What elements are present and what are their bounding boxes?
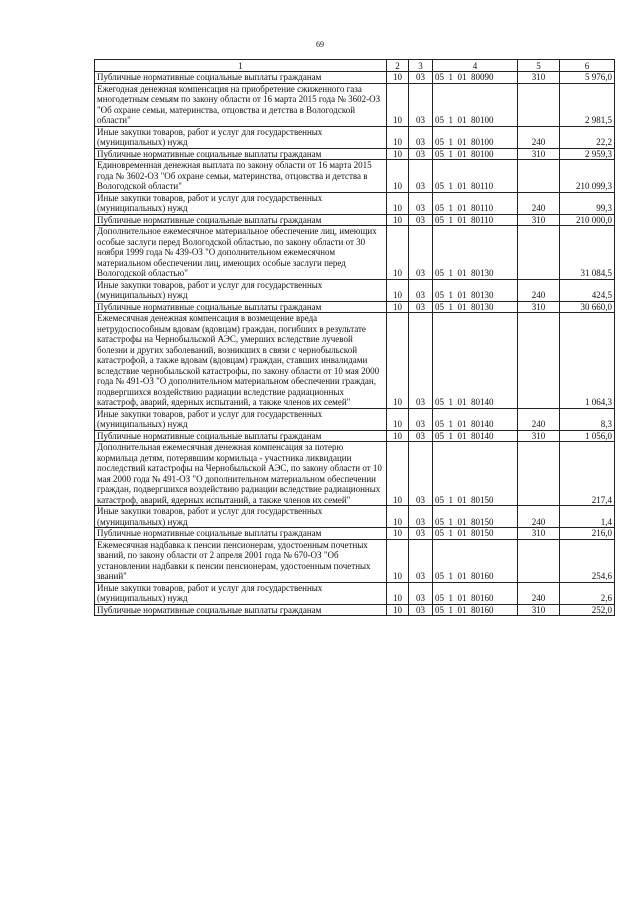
table-header-row [95, 60, 615, 72]
table-row [95, 604, 615, 616]
subsection-cell: 03 [409, 72, 433, 84]
table-body [95, 72, 615, 616]
section-cell: 10 [387, 506, 409, 528]
amount-cell: 2,6 [560, 582, 615, 604]
amount-cell: 2 959,3 [560, 148, 615, 160]
expense-type-cell: 310 [518, 148, 560, 160]
expense-type-cell: 240 [518, 506, 560, 528]
item-name-cell: Иные закупки товаров, работ и услуг для государственных (муниципальных) нужд [95, 506, 387, 528]
target-article-cell: 05 1 01 80160 [433, 582, 518, 604]
target-article-cell: 05 1 01 80150 [433, 528, 518, 540]
amount-cell: 1,4 [560, 506, 615, 528]
item-name-cell: Единовременная денежная выплата по закону области от 16 марта 2015 года № 3602-ОЗ "Об охране семьи, материнства, отцовства и детства в Вологодской области" [95, 160, 387, 193]
table-row [95, 126, 615, 148]
item-name-cell: Ежемесячная денежная компенсация в возмещение вреда нетрудоспособным вдовам (вдовцам) граждан, погибших в результате катастрофы на Чернобыльской АЭС, умерших вследствие лучевой болезни и других заболеваний, возникших в связи с чернобыльской катастрофой, а также вдовам (вдовцам) граждан, ставших инвалидами вследствие чернобыльской катастрофы, по закону области от 10 мая 2000 года № 491-ОЗ "О дополнительном материальном обеспечении граждан, подвергшихся воздействию радиации вследствие радиационных катастроф, аварий, ядерных испытаний, а также членов их семей" [95, 313, 387, 409]
target-article-cell: 05 1 01 80130 [433, 226, 518, 280]
table-row [95, 301, 615, 313]
table-row [95, 148, 615, 160]
amount-cell: 1 064,3 [560, 313, 615, 409]
target-article-cell: 05 1 01 80110 [433, 214, 518, 226]
amount-cell: 8,3 [560, 408, 615, 430]
target-article-cell: 05 1 01 80160 [433, 539, 518, 582]
item-name-cell: Иные закупки товаров, работ и услуг для государственных (муниципальных) нужд [95, 408, 387, 430]
section-cell: 10 [387, 604, 409, 616]
item-name-cell: Иные закупки товаров, работ и услуг для государственных (муниципальных) нужд [95, 279, 387, 301]
target-article-cell: 05 1 01 80150 [433, 442, 518, 506]
section-cell: 10 [387, 539, 409, 582]
target-article-cell: 05 1 01 80090 [433, 72, 518, 84]
subsection-cell: 03 [409, 192, 433, 214]
target-article-cell: 05 1 01 80130 [433, 279, 518, 301]
item-name-cell: Публичные нормативные социальные выплаты гражданам [95, 301, 387, 313]
subsection-cell: 03 [409, 442, 433, 506]
expense-type-cell [518, 539, 560, 582]
section-cell: 10 [387, 148, 409, 160]
expense-type-cell: 240 [518, 408, 560, 430]
section-cell: 10 [387, 313, 409, 409]
subsection-cell: 03 [409, 160, 433, 193]
section-cell: 10 [387, 126, 409, 148]
expense-type-cell: 240 [518, 126, 560, 148]
expense-type-cell [518, 160, 560, 193]
expense-type-cell: 240 [518, 582, 560, 604]
expense-type-cell: 310 [518, 528, 560, 540]
section-cell: 10 [387, 408, 409, 430]
amount-cell: 30 660,0 [560, 301, 615, 313]
target-article-cell: 05 1 01 80150 [433, 506, 518, 528]
subsection-cell: 03 [409, 83, 433, 126]
item-name-cell: Публичные нормативные социальные выплаты гражданам [95, 430, 387, 442]
expense-type-cell: 310 [518, 604, 560, 616]
item-name-cell: Иные закупки товаров, работ и услуг для государственных (муниципальных) нужд [95, 192, 387, 214]
expense-type-cell [518, 226, 560, 280]
table-row [95, 539, 615, 582]
item-name-cell: Ежегодная денежная компенсация на приобретение сжиженного газа многодетным семьям по закону области от 16 марта 2015 года № 3602-ОЗ "Об охране семьи, материнства, отцовства и детства в Вологодской области" [95, 83, 387, 126]
amount-cell: 210 000,0 [560, 214, 615, 226]
amount-cell: 217,4 [560, 442, 615, 506]
section-cell: 10 [387, 160, 409, 193]
table-row [95, 160, 615, 193]
expense-type-cell: 310 [518, 301, 560, 313]
table-row [95, 192, 615, 214]
subsection-cell: 03 [409, 539, 433, 582]
item-name-cell: Публичные нормативные социальные выплаты гражданам [95, 604, 387, 616]
item-name-cell: Публичные нормативные социальные выплаты гражданам [95, 214, 387, 226]
target-article-cell: 05 1 01 80160 [433, 604, 518, 616]
expense-type-cell [518, 313, 560, 409]
expense-type-cell: 310 [518, 214, 560, 226]
header-cell-expense-type: 5 [518, 60, 560, 72]
section-cell: 10 [387, 72, 409, 84]
item-name-cell: Иные закупки товаров, работ и услуг для государственных (муниципальных) нужд [95, 126, 387, 148]
table-row [95, 408, 615, 430]
amount-cell: 210 099,3 [560, 160, 615, 193]
section-cell: 10 [387, 279, 409, 301]
header-cell-amount: 6 [560, 60, 615, 72]
item-name-cell: Публичные нормативные социальные выплаты гражданам [95, 148, 387, 160]
subsection-cell: 03 [409, 430, 433, 442]
target-article-cell: 05 1 01 80130 [433, 301, 518, 313]
subsection-cell: 03 [409, 506, 433, 528]
expense-type-cell [518, 83, 560, 126]
page-number: 69 [316, 40, 324, 49]
target-article-cell: 05 1 01 80140 [433, 430, 518, 442]
table-row [95, 72, 615, 84]
expense-type-cell: 240 [518, 279, 560, 301]
item-name-cell: Публичные нормативные социальные выплаты гражданам [95, 528, 387, 540]
amount-cell: 254,6 [560, 539, 615, 582]
section-cell: 10 [387, 83, 409, 126]
target-article-cell: 05 1 01 80140 [433, 313, 518, 409]
subsection-cell: 03 [409, 301, 433, 313]
expense-type-cell: 240 [518, 192, 560, 214]
table-row [95, 442, 615, 506]
table-row [95, 528, 615, 540]
amount-cell: 2 981,5 [560, 83, 615, 126]
table-row [95, 83, 615, 126]
item-name-cell: Дополнительное ежемесячное материальное обеспечение лиц, имеющих особые заслуги перед Вологодской областью, по закону области от 30 ноября 1999 года № 439-ОЗ "О дополнительном ежемесячном материальном обеспечении лиц, имеющих особые заслуги перед Вологодской областью" [95, 226, 387, 280]
target-article-cell: 05 1 01 80110 [433, 192, 518, 214]
header-cell-subsection: 3 [409, 60, 433, 72]
amount-cell: 31 084,5 [560, 226, 615, 280]
subsection-cell: 03 [409, 313, 433, 409]
expense-type-cell: 310 [518, 72, 560, 84]
table-row [95, 214, 615, 226]
table-row [95, 430, 615, 442]
budget-table [94, 59, 615, 616]
target-article-cell: 05 1 01 80100 [433, 83, 518, 126]
expense-type-cell [518, 442, 560, 506]
target-article-cell: 05 1 01 80100 [433, 148, 518, 160]
target-article-cell: 05 1 01 80100 [433, 126, 518, 148]
table-row [95, 226, 615, 280]
item-name-cell: Ежемесячная надбавка к пенсии пенсионерам, удостоенным почетных званий, по закону области от 2 апреля 2001 года № 670-ОЗ "Об установлении надбавки к пенсии пенсионерам, удостоенным почетных званий" [95, 539, 387, 582]
section-cell: 10 [387, 192, 409, 214]
subsection-cell: 03 [409, 408, 433, 430]
section-cell: 10 [387, 582, 409, 604]
amount-cell: 22,2 [560, 126, 615, 148]
header-cell-name: 1 [95, 60, 387, 72]
section-cell: 10 [387, 214, 409, 226]
section-cell: 10 [387, 442, 409, 506]
subsection-cell: 03 [409, 604, 433, 616]
section-cell: 10 [387, 430, 409, 442]
subsection-cell: 03 [409, 279, 433, 301]
section-cell: 10 [387, 301, 409, 313]
header-cell-section: 2 [387, 60, 409, 72]
subsection-cell: 03 [409, 148, 433, 160]
amount-cell: 216,0 [560, 528, 615, 540]
subsection-cell: 03 [409, 528, 433, 540]
subsection-cell: 03 [409, 226, 433, 280]
subsection-cell: 03 [409, 582, 433, 604]
header-cell-target-article: 4 [433, 60, 518, 72]
subsection-cell: 03 [409, 214, 433, 226]
target-article-cell: 05 1 01 80110 [433, 160, 518, 193]
amount-cell: 424,5 [560, 279, 615, 301]
target-article-cell: 05 1 01 80140 [433, 408, 518, 430]
section-cell: 10 [387, 528, 409, 540]
table-row [95, 582, 615, 604]
subsection-cell: 03 [409, 126, 433, 148]
amount-cell: 1 056,0 [560, 430, 615, 442]
table-row [95, 506, 615, 528]
item-name-cell: Иные закупки товаров, работ и услуг для государственных (муниципальных) нужд [95, 582, 387, 604]
table-row [95, 279, 615, 301]
amount-cell: 252,0 [560, 604, 615, 616]
item-name-cell: Публичные нормативные социальные выплаты гражданам [95, 72, 387, 84]
amount-cell: 99,3 [560, 192, 615, 214]
section-cell: 10 [387, 226, 409, 280]
expense-type-cell: 310 [518, 430, 560, 442]
item-name-cell: Дополнительная ежемесячная денежная компенсация за потерю кормильца детям, потерявшим кормильца - участника ликвидации последствий катастрофы на Чернобыльской АЭС, по закону области от 10 мая 2000 года № 491-ОЗ "О дополнительном материальном обеспечении граждан, подвергшихся воздействию радиации вследствие радиационных катастроф, аварий, ядерных испытаний, а также членов их семей" [95, 442, 387, 506]
amount-cell: 5 976,0 [560, 72, 615, 84]
table-row [95, 313, 615, 409]
